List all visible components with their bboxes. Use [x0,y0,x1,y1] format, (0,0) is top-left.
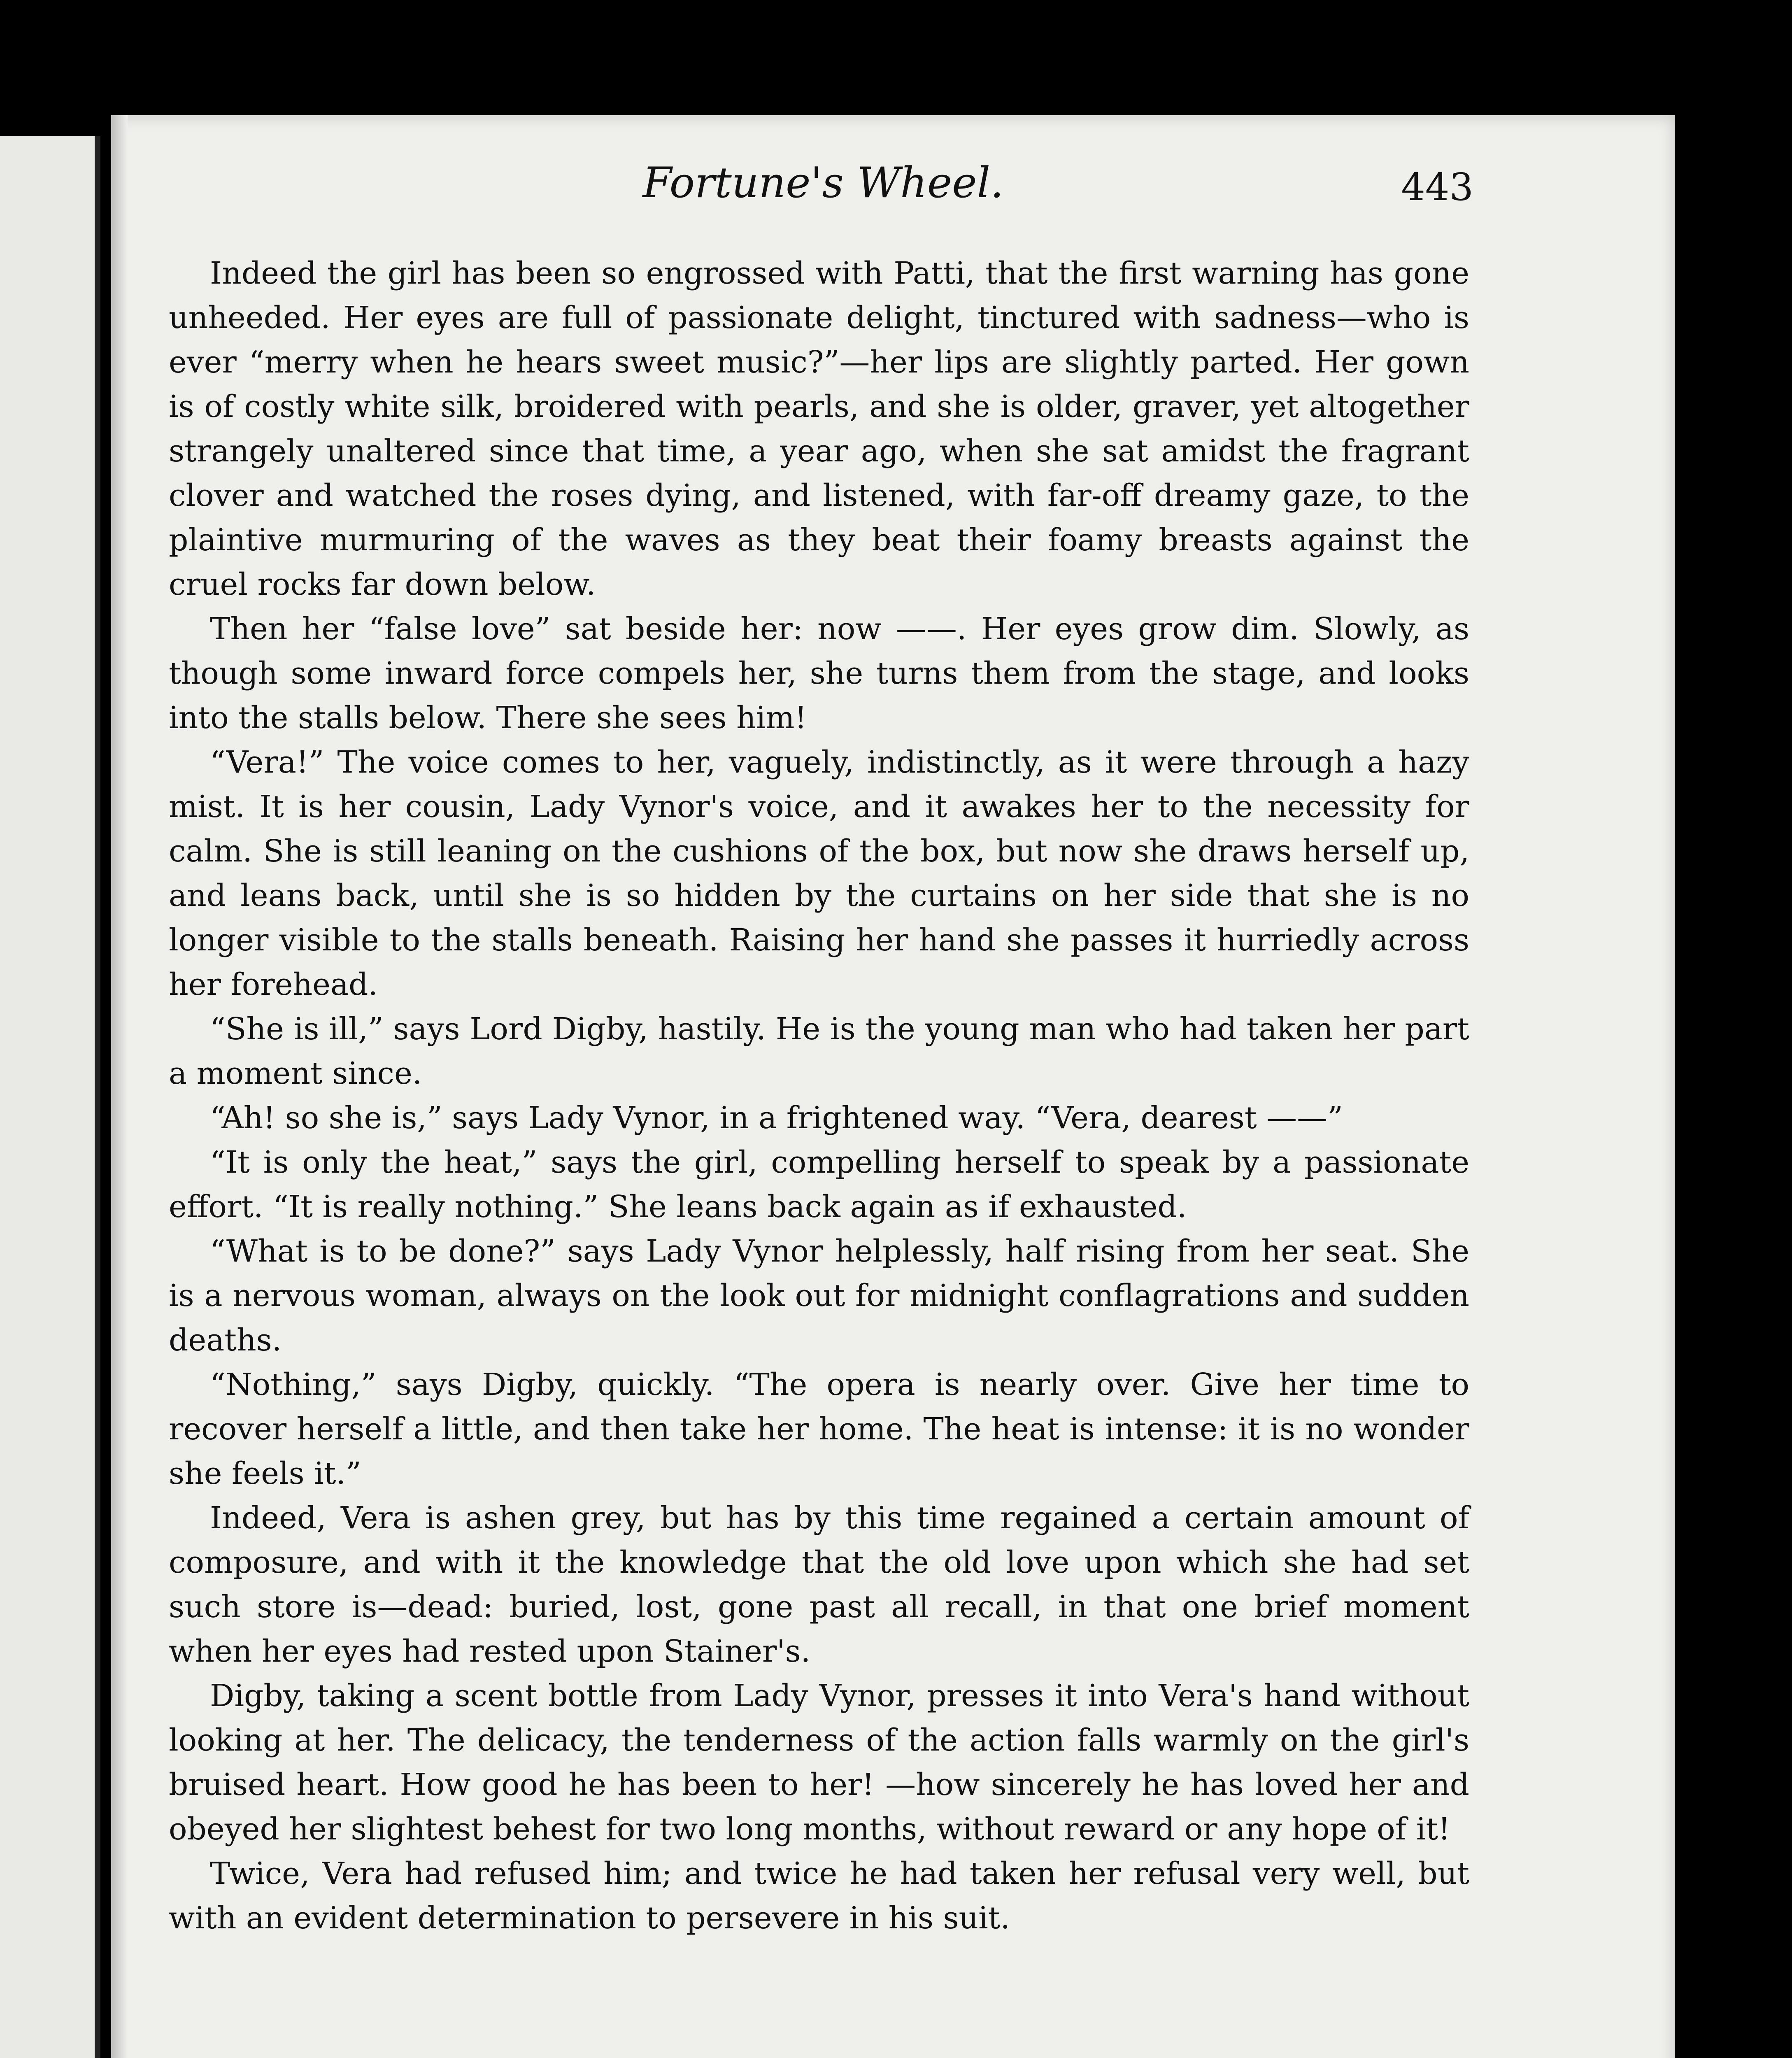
paragraph: “Nothing,” says Digby, quickly. “The opera is nearly over. Give her time to recover herself a little, and then take her home. The heat is intense: it is no wonder she feels it.” [169,1367,1469,1491]
paragraph: Digby, taking a scent bottle from Lady Vynor, presses it into Vera's hand without looking at her. The delicacy, the tenderness of the action falls warmly on the girl's bruised heart. How good he has been to her! —how sincerely he has loved her and obeyed her slightest behest for two long months, without reward or any hope of it! [169,1678,1469,1847]
running-title: Fortune's Wheel. [642,158,1004,207]
paragraph: “Ah! so she is,” says Lady Vynor, in a frightened way. “Vera, dearest ——” [210,1100,1343,1136]
body-text [169,251,1469,1940]
paragraph: Then her “false love” sat beside her: now ——. Her eyes grow dim. Slowly, as though some inward force compels her, she turns them from the stage, and looks into the stalls below. There she sees him! [169,611,1469,736]
paragraph: Indeed, Vera is ashen grey, but has by this time regained a certain amount of composure, and with it the knowledge that the old love upon which she had set such store is—dead: buried, lost, gone past all recall, in that one brief moment when her eyes had rested upon Stainer's. [169,1500,1469,1669]
page-gutter-shadow [111,115,128,2058]
paragraph: “It is only the heat,” says the girl, compelling herself to speak by a passionate effort. “It is really nothing.” She leans back again as if exhausted. [169,1145,1469,1225]
facing-page-edge [0,136,100,2058]
running-head [173,156,1473,222]
paragraph: Twice, Vera had refused him; and twice he had taken her refusal very well, but with an evident determination to persevere in his suit. [169,1856,1469,1936]
page-number: 443 [1401,165,1473,209]
paragraph: “What is to be done?” says Lady Vynor helplessly, half rising from her seat. She is a nervous woman, always on the look out for midnight conflagrations and sudden deaths. [169,1234,1469,1358]
paragraph: Indeed the girl has been so engrossed with Patti, that the first warning has gone unheeded. Her eyes are full of passionate delight, tinctured with sadness—who is ever “merry when he hears sweet music?”—her lips are slightly parted. Her gown is of costly white silk, broidered with pearls, and she is older, graver, yet altogether strangely unaltered since that time, a year ago, when she sat amidst the fragrant clover and watched the roses dying, and listened, with far-off dreamy gaze, to the plaintive murmuring of the waves as they beat their foamy breasts against the cruel rocks far down below. [169,256,1469,602]
paragraph: “Vera!” The voice comes to her, vaguely, indistinctly, as it were through a hazy mist. It is her cousin, Lady Vynor's voice, and it awakes her to the necessity for calm. She is still leaning on the cushions of the box, but now she draws herself up, and leans back, until she is so hidden by the curtains on her side that she is no longer visible to the stalls beneath. Raising her hand she passes it hurriedly across her forehead. [169,745,1469,1002]
paragraph: “She is ill,” says Lord Digby, hastily. He is the young man who had taken her part a moment since. [169,1011,1469,1091]
